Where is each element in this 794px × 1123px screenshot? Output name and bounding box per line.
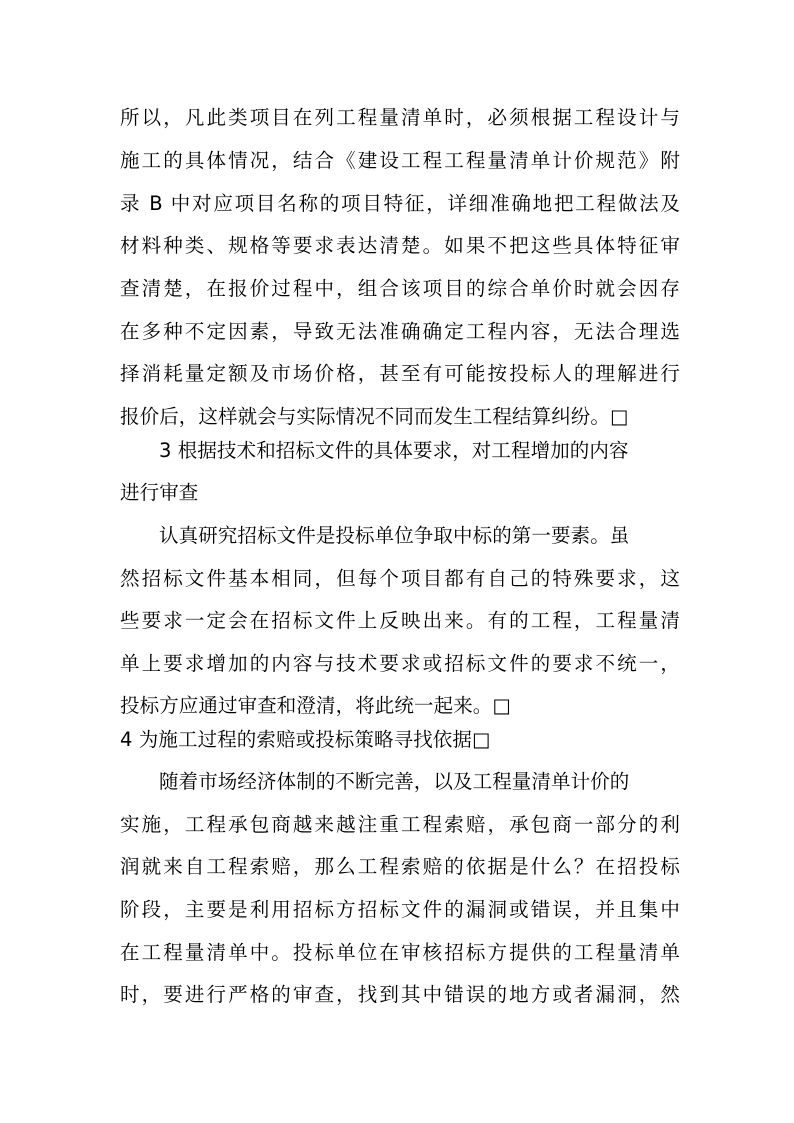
body-text-line: 在工程量清单中。投标单位在审核招标方提供的工程量清单 [120,941,680,964]
body-text-line: 材料种类、规格等要求表达清楚。如果不把这些具体特征审 [120,234,680,257]
body-text-line: 投标方应通过审查和澄清，将此统一起来。□ [120,694,511,717]
body-text-line: 在多种不定因素，导致无法准确确定工程内容，无法合理选 [120,320,680,343]
body-text-line: 些要求一定会在招标文件上反映出来。有的工程，工程量清 [120,609,680,632]
body-text-line: 所以，凡此类项目在列工程量清单时，必须根据工程设计与 [120,106,680,129]
body-text-line: 报价后，这样就会与实际情况不同而发生工程结算纠纷。□ [120,405,629,428]
body-text-line: 时，要进行严格的审查，找到其中错误的地方或者漏洞，然 [120,983,680,1006]
body-text-line: 录 B 中对应项目名称的项目特征，详细准确地把工程做法及 [120,192,680,215]
body-text-line: 润就来自工程索赔，那么工程索赔的依据是什么？在招投标 [120,855,680,878]
section-heading-line: 进行审查 [120,481,199,504]
body-text-line: 实施，工程承包商越来越注重工程索赔，承包商一部分的利 [120,813,680,836]
body-text-line: 随着市场经济体制的不断完善，以及工程量清单计价的 [159,770,630,793]
section-heading-line: 4 为施工过程的索赔或投标策略寻找依据□ [120,728,491,751]
section-heading-line: 3 根据技术和招标文件的具体要求，对工程增加的内容 [159,439,629,462]
body-text-line: 然招标文件基本相同，但每个项目都有自己的特殊要求，这 [120,567,680,590]
body-text-line: 单上要求增加的内容与技术要求或招标文件的要求不统一， [120,652,680,675]
body-text-line: 择消耗量定额及市场价格，甚至有可能按投标人的理解进行 [120,362,680,385]
body-text-line: 阶段，主要是利用招标方招标文件的漏洞或错误，并且集中 [120,898,680,921]
body-text-line: 查清楚，在报价过程中，组合该项目的综合单价时就会因存 [120,277,680,300]
body-text-line: 施工的具体情况，结合《建设工程工程量清单计价规范》附 [120,149,680,172]
body-text-line: 认真研究招标文件是投标单位争取中标的第一要素。虽 [159,524,630,547]
